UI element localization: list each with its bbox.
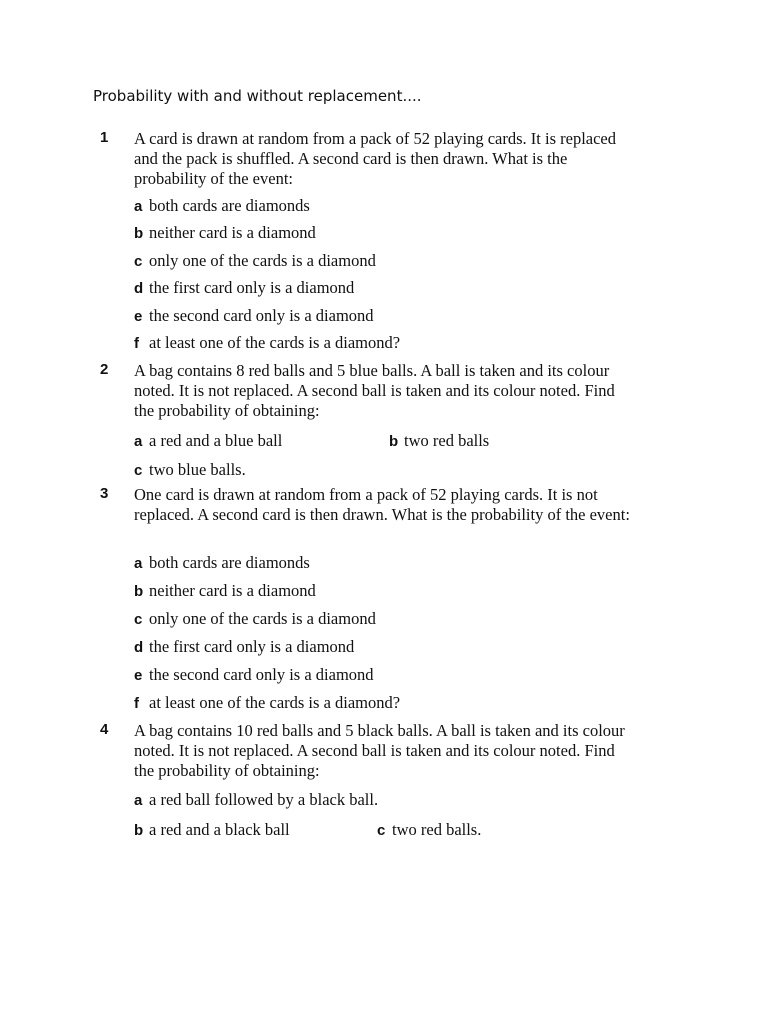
question-text: One card is drawn at random from a pack of 52 playing cards. It is not replaced. A second card is then drawn. What is the probability of the event: xyxy=(134,485,630,524)
question-number: 1 xyxy=(100,129,109,146)
question-number: 4 xyxy=(100,721,109,738)
question-number: 3 xyxy=(100,485,109,502)
question-1-part-d: d the first card only is a diamond xyxy=(134,278,355,297)
question-2-part-b: b two red balls xyxy=(389,431,490,450)
question-1-part-e: e the second card only is a diamond xyxy=(134,306,374,325)
question-2-part-a: a a red and a blue ball xyxy=(134,431,283,450)
question-1-part-f: f at least one of the cards is a diamond? xyxy=(134,333,401,352)
question-3-part-e: e the second card only is a diamond xyxy=(134,665,374,684)
question-3-part-a: a both cards are diamonds xyxy=(134,553,310,572)
question-4-part-a: a a red ball followed by a black ball. xyxy=(134,790,379,809)
question-3-part-b: b neither card is a diamond xyxy=(134,581,316,600)
question-number: 2 xyxy=(100,361,109,378)
question-3-part-c: c only one of the cards is a diamond xyxy=(134,609,376,628)
question-1-part-c: c only one of the cards is a diamond xyxy=(134,251,376,270)
page-title: Probability with and without replacement.... xyxy=(93,87,422,105)
question-1-part-a: a both cards are diamonds xyxy=(134,196,310,215)
question-text: A bag contains 10 red balls and 5 black balls. A ball is taken and its colour noted. It is not replaced. A second ball is taken and its colour noted. Find the probability of obtaining: xyxy=(134,721,625,780)
question-3-part-f: f at least one of the cards is a diamond? xyxy=(134,693,401,712)
question-text: A bag contains 8 red balls and 5 blue balls. A ball is taken and its colour noted. It is not replaced. A second ball is taken and its colour noted. Find the probability of obtaining: xyxy=(134,361,615,420)
question-text: A card is drawn at random from a pack of 52 playing cards. It is replaced and the pack is shuffled. A second card is then drawn. What is the probability of the event: xyxy=(134,129,616,188)
question-1-part-b: b neither card is a diamond xyxy=(134,223,316,242)
question-4-part-c: c two red balls. xyxy=(377,820,482,839)
question-3-part-d: d the first card only is a diamond xyxy=(134,637,355,656)
question-2-part-c: c two blue balls. xyxy=(134,460,246,479)
question-4-part-b: b a red and a black ball xyxy=(134,820,290,839)
